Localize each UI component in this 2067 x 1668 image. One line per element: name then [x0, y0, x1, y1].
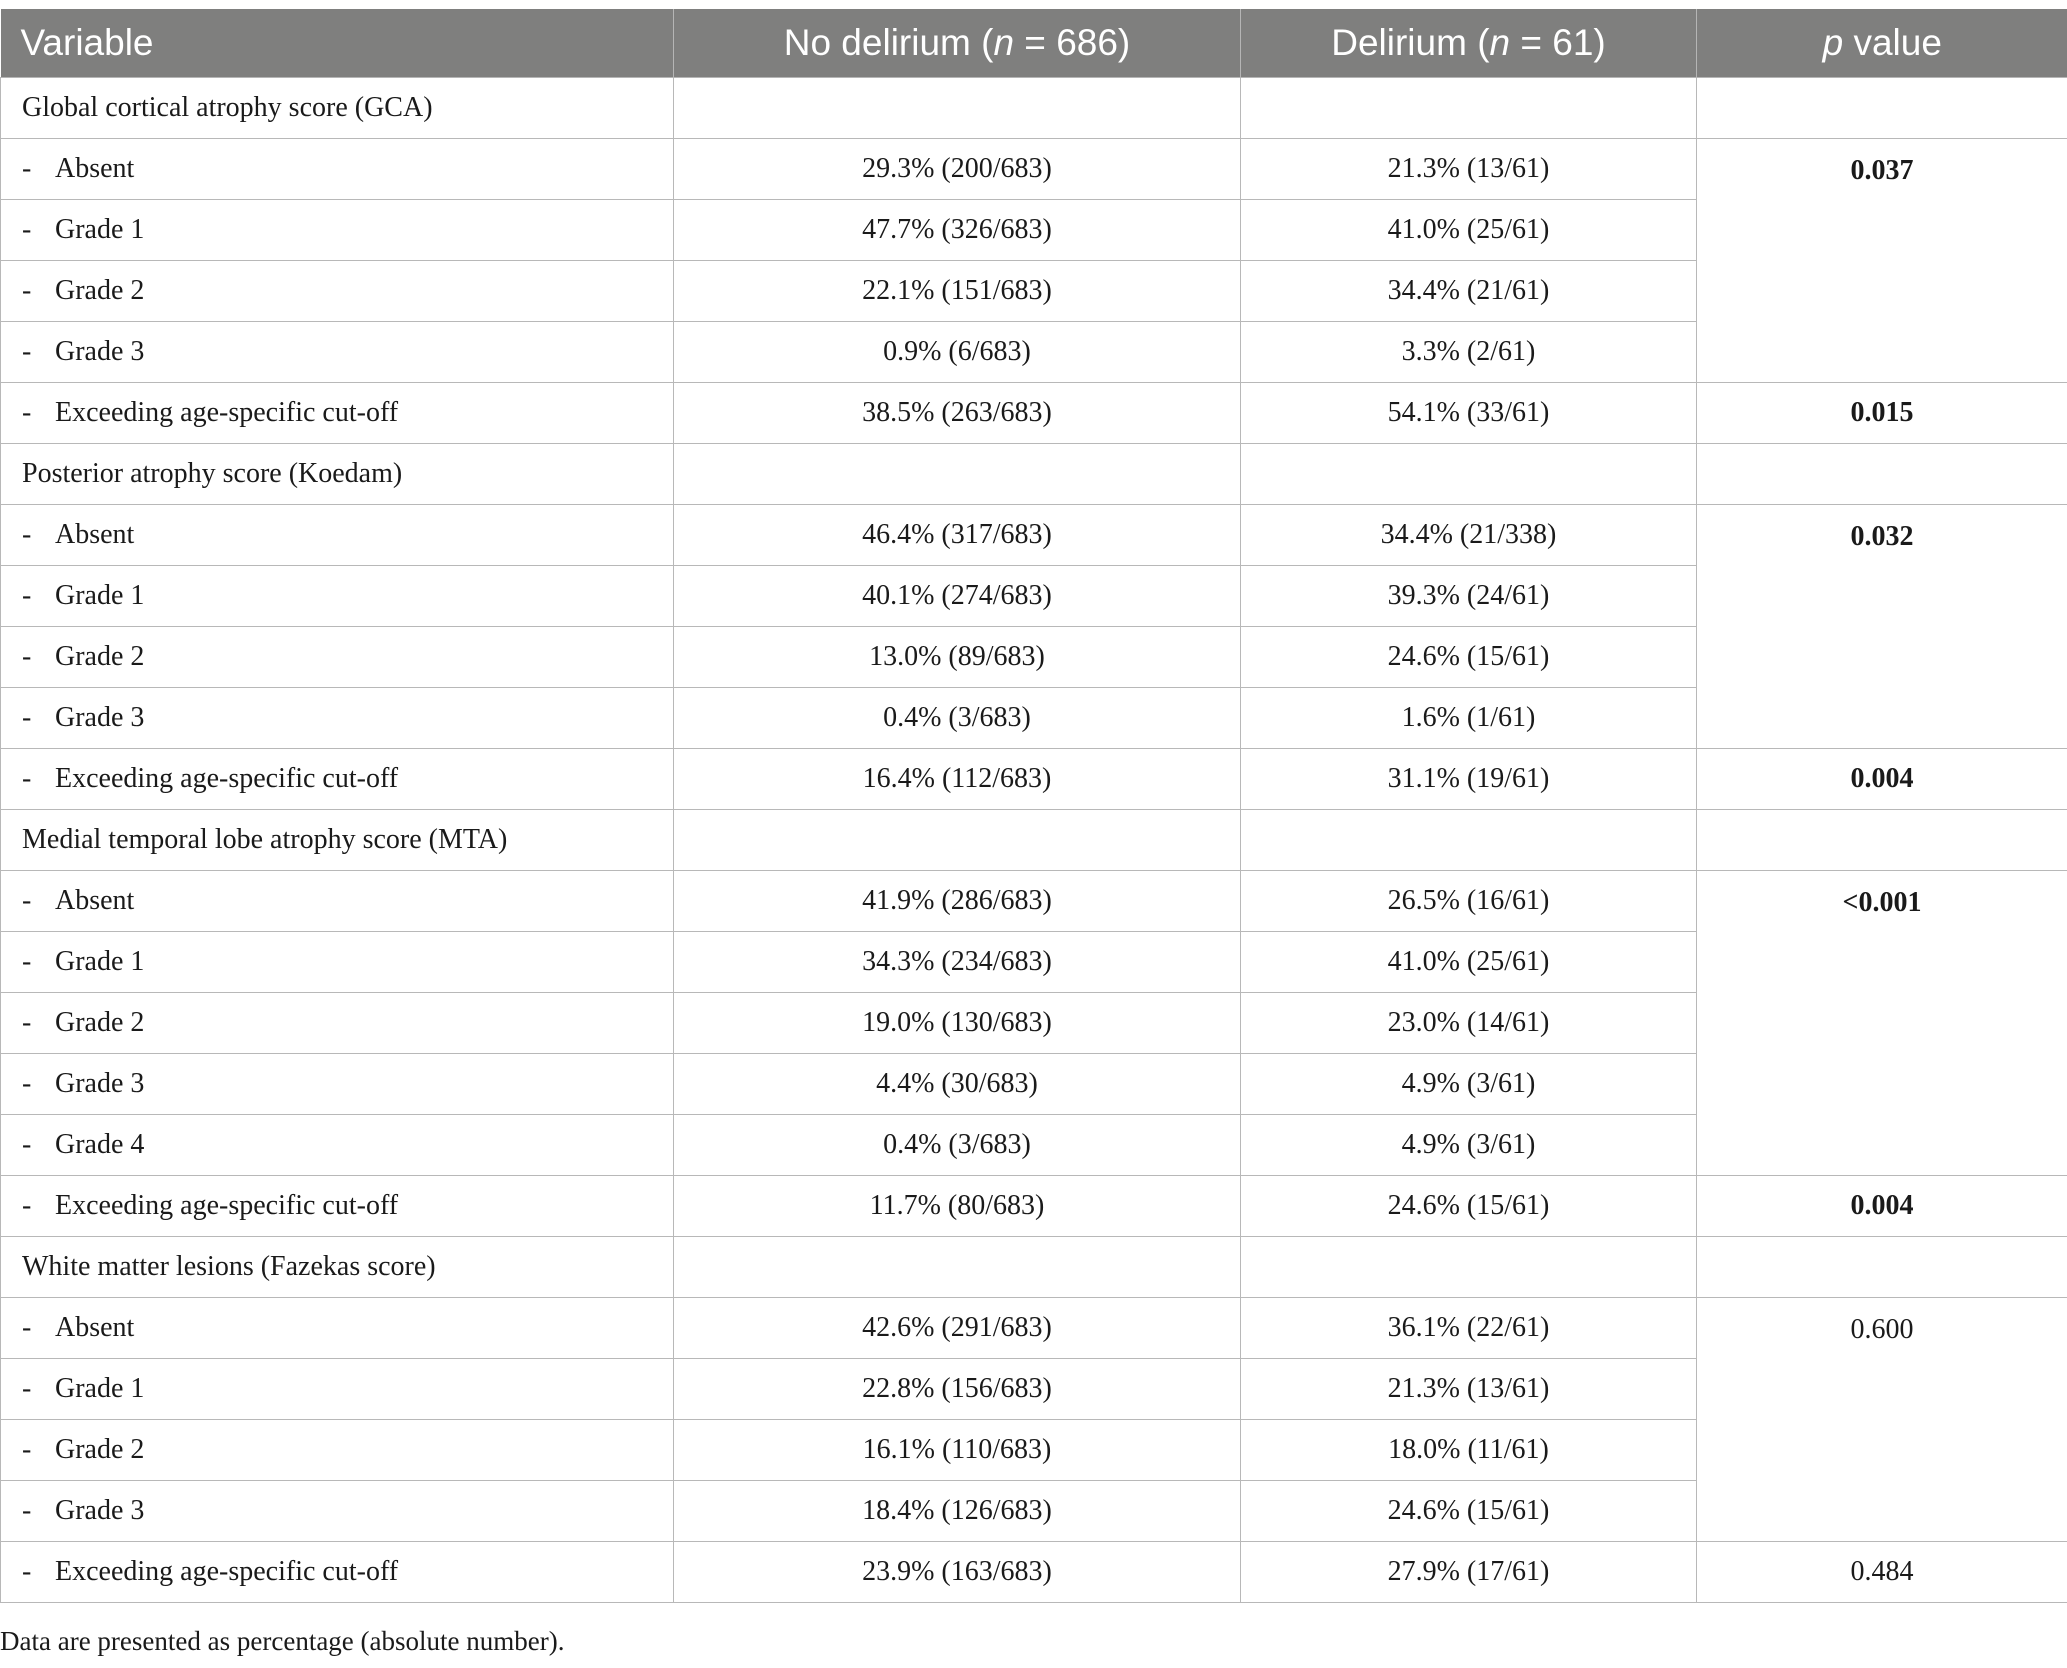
cutoff-row	[1, 382, 2067, 443]
delirium-cell: 36.1% (22/61)	[1241, 1297, 1697, 1358]
empty-cell	[1241, 809, 1697, 870]
no-delirium-cell: 47.7% (326/683)	[674, 199, 1241, 260]
row-label-text: Grade 2	[55, 1006, 145, 1038]
p-value-cell: 0.032	[1697, 504, 2067, 748]
dash-marker: -	[22, 213, 32, 245]
no-delirium-cell: 34.3% (234/683)	[674, 931, 1241, 992]
no-delirium-cell: 22.8% (156/683)	[674, 1358, 1241, 1419]
row-label	[1, 687, 674, 748]
no-delirium-cell: 40.1% (274/683)	[674, 565, 1241, 626]
delirium-cell: 26.5% (16/61)	[1241, 870, 1697, 931]
table-row	[1, 504, 2067, 565]
no-delirium-cell: 4.4% (30/683)	[674, 1053, 1241, 1114]
row-label-text: Grade 1	[55, 579, 145, 611]
dash-marker: -	[22, 1433, 32, 1465]
row-label-text: Grade 1	[55, 1372, 145, 1404]
cutoff-row	[1, 748, 2067, 809]
no-delirium-cell: 11.7% (80/683)	[674, 1175, 1241, 1236]
p-value-cell: 0.004	[1697, 1175, 2067, 1236]
dash-marker: -	[22, 579, 32, 611]
empty-cell	[1241, 443, 1697, 504]
dash-marker: -	[22, 1067, 32, 1099]
row-label-text: Grade 3	[55, 335, 145, 367]
row-label-text: Absent	[55, 1311, 135, 1343]
no-delirium-cell: 19.0% (130/683)	[674, 992, 1241, 1053]
no-delirium-cell: 22.1% (151/683)	[674, 260, 1241, 321]
empty-cell	[1697, 1236, 2067, 1297]
no-delirium-cell: 18.4% (126/683)	[674, 1480, 1241, 1541]
no-delirium-cell: 23.9% (163/683)	[674, 1541, 1241, 1602]
row-label-text: Grade 3	[55, 1494, 145, 1526]
no-delirium-cell: 0.4% (3/683)	[674, 1114, 1241, 1175]
table-footnote: Data are presented as percentage (absolute number).	[0, 1626, 565, 1656]
delirium-cell: 34.4% (21/338)	[1241, 504, 1697, 565]
delirium-cell: 23.0% (14/61)	[1241, 992, 1697, 1053]
delirium-cell: 41.0% (25/61)	[1241, 931, 1697, 992]
dash-marker: -	[22, 640, 32, 672]
delirium-cell: 39.3% (24/61)	[1241, 565, 1697, 626]
row-label	[1, 260, 674, 321]
section-title: Global cortical atrophy score (GCA)	[1, 77, 674, 138]
cutoff-row	[1, 1175, 2067, 1236]
section-title: Medial temporal lobe atrophy score (MTA)	[1, 809, 674, 870]
row-label-text: Grade 2	[55, 640, 145, 672]
empty-cell	[674, 77, 1241, 138]
header-variable: Variable	[1, 9, 674, 77]
no-delirium-cell: 46.4% (317/683)	[674, 504, 1241, 565]
p-value-cell: 0.004	[1697, 748, 2067, 809]
empty-cell	[1697, 443, 2067, 504]
no-delirium-cell: 29.3% (200/683)	[674, 138, 1241, 199]
row-label	[1, 565, 674, 626]
row-label	[1, 626, 674, 687]
delirium-cell: 54.1% (33/61)	[1241, 382, 1697, 443]
dash-marker: -	[22, 274, 32, 306]
dash-marker: -	[22, 701, 32, 733]
empty-cell	[1697, 809, 2067, 870]
row-label	[1, 1053, 674, 1114]
row-label	[1, 504, 674, 565]
row-label	[1, 1480, 674, 1541]
dash-marker: -	[22, 1311, 32, 1343]
section-row	[1, 77, 2067, 138]
empty-cell	[674, 443, 1241, 504]
row-label	[1, 1297, 674, 1358]
dash-marker: -	[22, 884, 32, 916]
no-delirium-cell: 13.0% (89/683)	[674, 626, 1241, 687]
row-label	[1, 321, 674, 382]
empty-cell	[1697, 77, 2067, 138]
row-label-text: Absent	[55, 884, 135, 916]
delirium-cell: 21.3% (13/61)	[1241, 138, 1697, 199]
dash-marker: -	[22, 1372, 32, 1404]
cutoff-row	[1, 1541, 2067, 1602]
p-value-cell: 0.015	[1697, 382, 2067, 443]
dash-marker: -	[22, 396, 32, 428]
dash-marker: -	[22, 518, 32, 550]
dash-marker: -	[22, 945, 32, 977]
results-table	[0, 9, 2067, 1603]
row-label	[1, 138, 674, 199]
delirium-cell: 1.6% (1/61)	[1241, 687, 1697, 748]
no-delirium-cell: 16.4% (112/683)	[674, 748, 1241, 809]
empty-cell	[674, 809, 1241, 870]
row-label-text: Absent	[55, 518, 135, 550]
header-delirium: Delirium (n = 61)	[1241, 9, 1697, 77]
delirium-cell: 27.9% (17/61)	[1241, 1541, 1697, 1602]
no-delirium-cell: 0.4% (3/683)	[674, 687, 1241, 748]
dash-marker: -	[22, 1189, 32, 1221]
row-label-text: Grade 4	[55, 1128, 145, 1160]
row-label-text: Grade 2	[55, 1433, 145, 1465]
row-label	[1, 1419, 674, 1480]
no-delirium-cell: 0.9% (6/683)	[674, 321, 1241, 382]
section-row	[1, 443, 2067, 504]
row-label	[1, 1175, 674, 1236]
p-value-cell: 0.037	[1697, 138, 2067, 382]
delirium-cell: 24.6% (15/61)	[1241, 626, 1697, 687]
header-no-delirium: No delirium (n = 686)	[674, 9, 1241, 77]
section-row	[1, 809, 2067, 870]
table-body	[1, 77, 2067, 1602]
section-row	[1, 1236, 2067, 1297]
table-row	[1, 1297, 2067, 1358]
row-label	[1, 1358, 674, 1419]
section-title: Posterior atrophy score (Koedam)	[1, 443, 674, 504]
dash-marker: -	[22, 1494, 32, 1526]
row-label-text: Exceeding age-specific cut-off	[55, 762, 399, 794]
row-label	[1, 870, 674, 931]
delirium-cell: 24.6% (15/61)	[1241, 1480, 1697, 1541]
empty-cell	[1241, 77, 1697, 138]
delirium-cell: 4.9% (3/61)	[1241, 1114, 1697, 1175]
no-delirium-cell: 42.6% (291/683)	[674, 1297, 1241, 1358]
delirium-cell: 41.0% (25/61)	[1241, 199, 1697, 260]
section-title: White matter lesions (Fazekas score)	[1, 1236, 674, 1297]
dash-marker: -	[22, 1555, 32, 1587]
table-header	[1, 9, 2067, 77]
delirium-cell: 4.9% (3/61)	[1241, 1053, 1697, 1114]
table-row	[1, 138, 2067, 199]
row-label	[1, 992, 674, 1053]
row-label	[1, 748, 674, 809]
row-label-text: Grade 2	[55, 274, 145, 306]
dash-marker: -	[22, 1006, 32, 1038]
row-label	[1, 1114, 674, 1175]
delirium-cell: 34.4% (21/61)	[1241, 260, 1697, 321]
delirium-cell: 18.0% (11/61)	[1241, 1419, 1697, 1480]
row-label	[1, 199, 674, 260]
delirium-cell: 3.3% (2/61)	[1241, 321, 1697, 382]
no-delirium-cell: 38.5% (263/683)	[674, 382, 1241, 443]
p-value-cell: <0.001	[1697, 870, 2067, 1175]
dash-marker: -	[22, 152, 32, 184]
row-label	[1, 1541, 674, 1602]
empty-cell	[674, 1236, 1241, 1297]
no-delirium-cell: 16.1% (110/683)	[674, 1419, 1241, 1480]
row-label-text: Grade 1	[55, 945, 145, 977]
row-label-text: Grade 3	[55, 701, 145, 733]
no-delirium-cell: 41.9% (286/683)	[674, 870, 1241, 931]
p-value-cell: 0.600	[1697, 1297, 2067, 1541]
dash-marker: -	[22, 335, 32, 367]
row-label-text: Exceeding age-specific cut-off	[55, 396, 399, 428]
row-label	[1, 382, 674, 443]
table-row	[1, 870, 2067, 931]
row-label-text: Absent	[55, 152, 135, 184]
row-label-text: Exceeding age-specific cut-off	[55, 1555, 399, 1587]
empty-cell	[1241, 1236, 1697, 1297]
p-value-cell: 0.484	[1697, 1541, 2067, 1602]
header-p-value: p value	[1697, 9, 2067, 77]
row-label	[1, 931, 674, 992]
row-label-text: Grade 3	[55, 1067, 145, 1099]
row-label-text: Exceeding age-specific cut-off	[55, 1189, 399, 1221]
delirium-cell: 31.1% (19/61)	[1241, 748, 1697, 809]
dash-marker: -	[22, 1128, 32, 1160]
dash-marker: -	[22, 762, 32, 794]
delirium-cell: 24.6% (15/61)	[1241, 1175, 1697, 1236]
delirium-cell: 21.3% (13/61)	[1241, 1358, 1697, 1419]
row-label-text: Grade 1	[55, 213, 145, 245]
